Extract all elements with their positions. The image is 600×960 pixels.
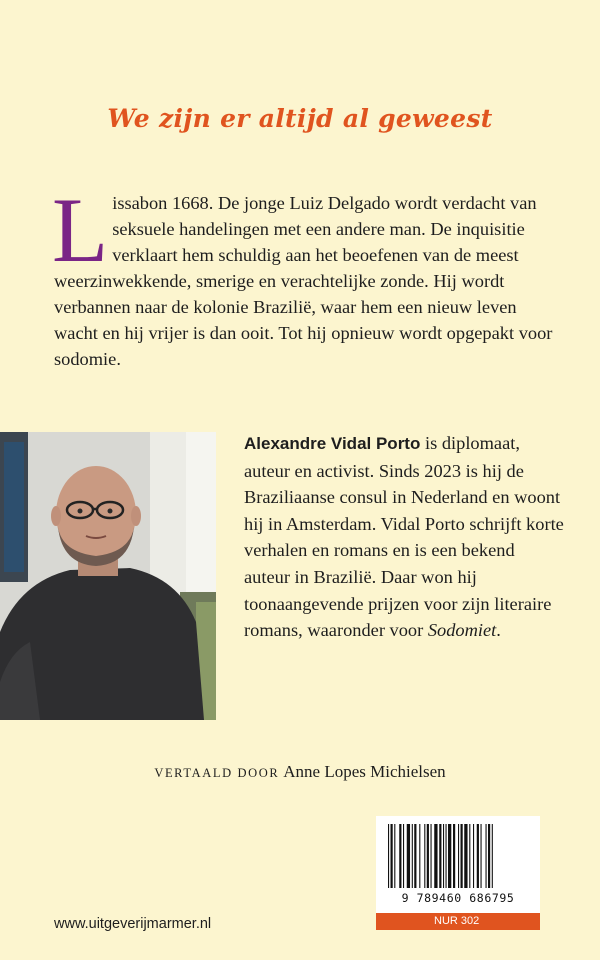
bio-end: . [496, 620, 501, 641]
publisher-website[interactable]: www.uitgeverijmarmer.nl [54, 916, 212, 932]
barcode [376, 816, 540, 930]
book-title: Sodomiet [427, 620, 497, 641]
tagline: We zijn er altijd al geweest [107, 104, 493, 133]
bio-text: is diplomaat, auteur en activist. Sinds 2023 is hij de Braziliaanse consul in Nederland en woont hij in Amsterdam. Vidal Porto schrijft korte verhalen en romans en is een bekend auteur in Brazilië. Daar won hij toonaangevende prijzen voor zijn literaire romans, waaronder voor [244, 433, 564, 641]
drop-cap: L [52, 179, 109, 281]
barcode-bars-icon [386, 824, 530, 890]
author-bio [244, 430, 564, 644]
translator-credit [0, 762, 600, 782]
author-portrait-illustration [0, 432, 216, 720]
translator-name: Anne Lopes Michielsen [283, 762, 446, 781]
blurb-text: issabon 1668. De jonge Luiz Delgado wordt verdacht van seksuele handelingen met een andere man. De inquisitie verklaart hem schuldig aan het beoefenen van de meest weerzinwekkende, smerige en verachtelijke zonde. Hij wordt verbannen naar de kolonie Brazilië, waar hem een nieuw leven wacht en hij vrijer is dan ooit. Tot hij opnieuw wordt opgepakt voor sodomie. [54, 193, 553, 369]
isbn-number: 9 789460 686795 [401, 891, 515, 905]
blurb [52, 179, 554, 372]
nur-code: NUR 302 [376, 913, 540, 930]
author-photo [0, 432, 216, 720]
author-name: Alexandre Vidal Porto [244, 434, 421, 453]
translated-by-label: VERTAALD DOOR [154, 766, 280, 780]
